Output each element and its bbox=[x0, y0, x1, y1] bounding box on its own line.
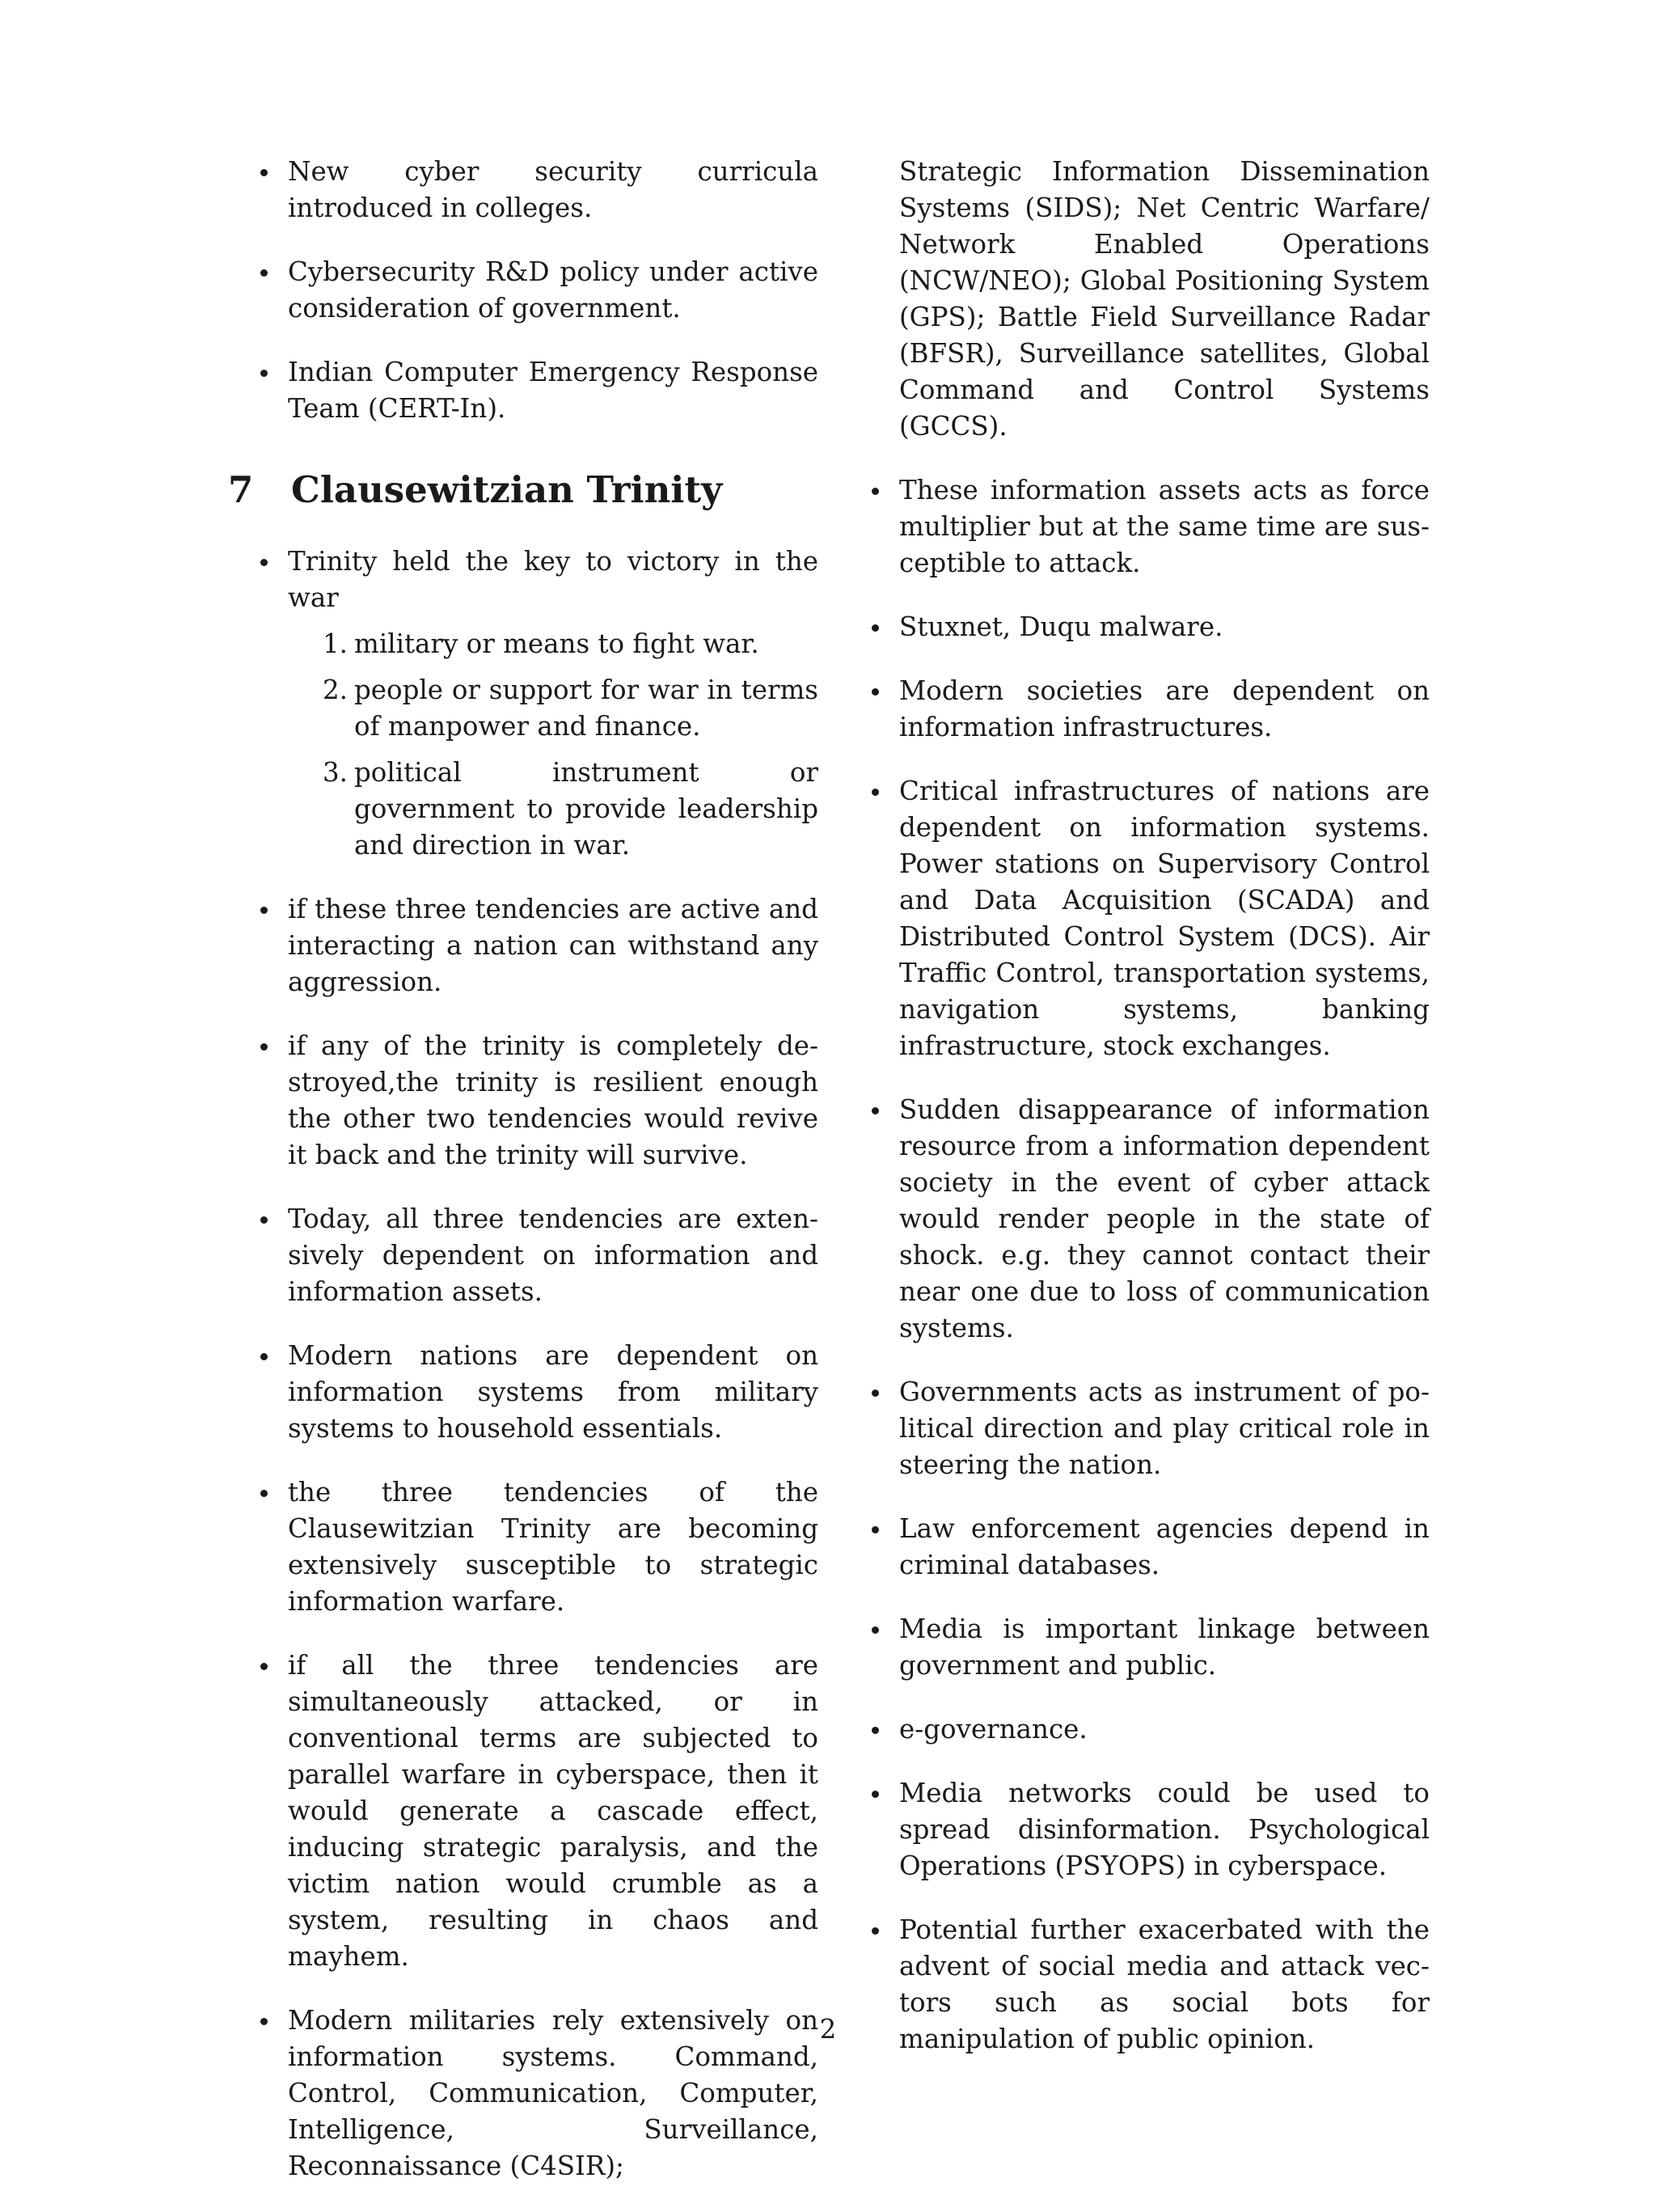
bullet-item: Cybersecurity R&D policy under active consideration of government. bbox=[228, 254, 818, 327]
bullet-item: Stuxnet, Duqu malware. bbox=[839, 609, 1430, 645]
bullet-item: the three tendencies of the Clausewitzian Trinity are becoming extensively susceptible to strategic information warfare. bbox=[228, 1474, 818, 1620]
enum-item bbox=[288, 626, 818, 662]
trinity-enumeration bbox=[288, 626, 818, 864]
right-bullet-list bbox=[839, 472, 1430, 2058]
bullet-item: e-governance. bbox=[839, 1711, 1430, 1748]
bullet-item: Media networks could be used to spread disinformation. Psychological Operations (PSYOPS) in cyberspace. bbox=[839, 1775, 1430, 1884]
bullet-item: Indian Computer Emergency Response Team (CERT-In). bbox=[228, 354, 818, 427]
enum-text: political instrument or government to provide leadership and direction in war. bbox=[354, 757, 818, 861]
trinity-intro: Trinity held the key to victory in the war bbox=[288, 546, 818, 613]
bullet-item: Media is important linkage between government and public. bbox=[839, 1611, 1430, 1684]
bullet-item: Governments acts as instrument of political direction and play critical role in steering the nation. bbox=[839, 1374, 1430, 1483]
bullet-item: Modern societies are dependent on information infrastructures. bbox=[839, 673, 1430, 746]
enum-item bbox=[288, 672, 818, 745]
bullet-item bbox=[228, 543, 818, 864]
bullet-item: New cyber security curricula introduced in colleges. bbox=[228, 154, 818, 226]
bullet-item: Law enforcement agencies depend in criminal databases. bbox=[839, 1511, 1430, 1584]
enum-text: military or means to fight war. bbox=[354, 628, 759, 659]
bullet-item: if all the three tendencies are simultaneously attacked, or in conventional terms are subjected to parallel warfare in cyberspace, then it would generate a cascade effect, inducing strategic paralysis, and the victim nation would crumble as a system, resulting in chaos and mayhem. bbox=[228, 1647, 818, 1975]
bullet-item: Sudden disappearance of information resource from a information dependent society in the event of cyber attack would render people in the state of shock. e.g. they cannot contact their near one due to loss of communication systems. bbox=[839, 1092, 1430, 1347]
bullet-item: if any of the trinity is completely destroyed,the trinity is resilient enough the other two tendencies would revive it back and the trinity will survive. bbox=[228, 1028, 818, 1174]
page-number: 2 bbox=[819, 2014, 837, 2045]
bullet-item: Today, all three tendencies are extensively dependent on information and information assets. bbox=[228, 1201, 818, 1310]
enum-number: 1. bbox=[322, 628, 348, 659]
bullet-item: Critical infrastructures of nations are dependent on information systems. Power stations on Supervisory Control and Data Acquisition (SCADA) and Distributed Control System (DCS). Air Traffic Control, transportation systems, navigation systems, banking infrastructure, stock exchanges. bbox=[839, 773, 1430, 1064]
bullet-item: Modern nations are dependent on information systems from military systems to household essentials. bbox=[228, 1338, 818, 1447]
section-title: Clausewitzian Trinity bbox=[291, 468, 723, 511]
right-column bbox=[839, 154, 1430, 2085]
section-number: 7 bbox=[228, 468, 254, 511]
trinity-bullet-list bbox=[228, 543, 818, 2185]
enum-text: people or support for war in terms of manpower and finance. bbox=[354, 675, 818, 742]
bullet-item: These information assets acts as force multiplier but at the same time are susceptible to attack. bbox=[839, 472, 1430, 582]
bullet-item: if these three tendencies are active and interacting a nation can withstand any aggression. bbox=[228, 891, 818, 1000]
continued-bullet-text: Strategic Information Dissemination Systems (SIDS); Net Centric Warfare/ Network Enabled Operations (NCW/NEO); Global Positioning System (GPS); Battle Field Surveillance Radar (BFSR), Surveillance satellites, Global Command and Control Systems (GCCS). bbox=[899, 156, 1430, 442]
enum-number: 2. bbox=[322, 675, 348, 705]
enum-number: 3. bbox=[322, 757, 348, 788]
section-heading bbox=[228, 467, 818, 513]
bullet-item: Potential further exacerbated with the advent of social media and attack vectors such as social bots for manipulation of public opinion. bbox=[839, 1912, 1430, 2058]
top-bullet-list bbox=[228, 154, 818, 427]
left-column bbox=[228, 154, 818, 2212]
bullet-item: Modern militaries rely extensively on information systems. Command, Control, Communication, Computer, Intelligence, Surveillance, Reconnaissance (C4SIR); bbox=[228, 2003, 818, 2185]
enum-item bbox=[288, 755, 818, 864]
